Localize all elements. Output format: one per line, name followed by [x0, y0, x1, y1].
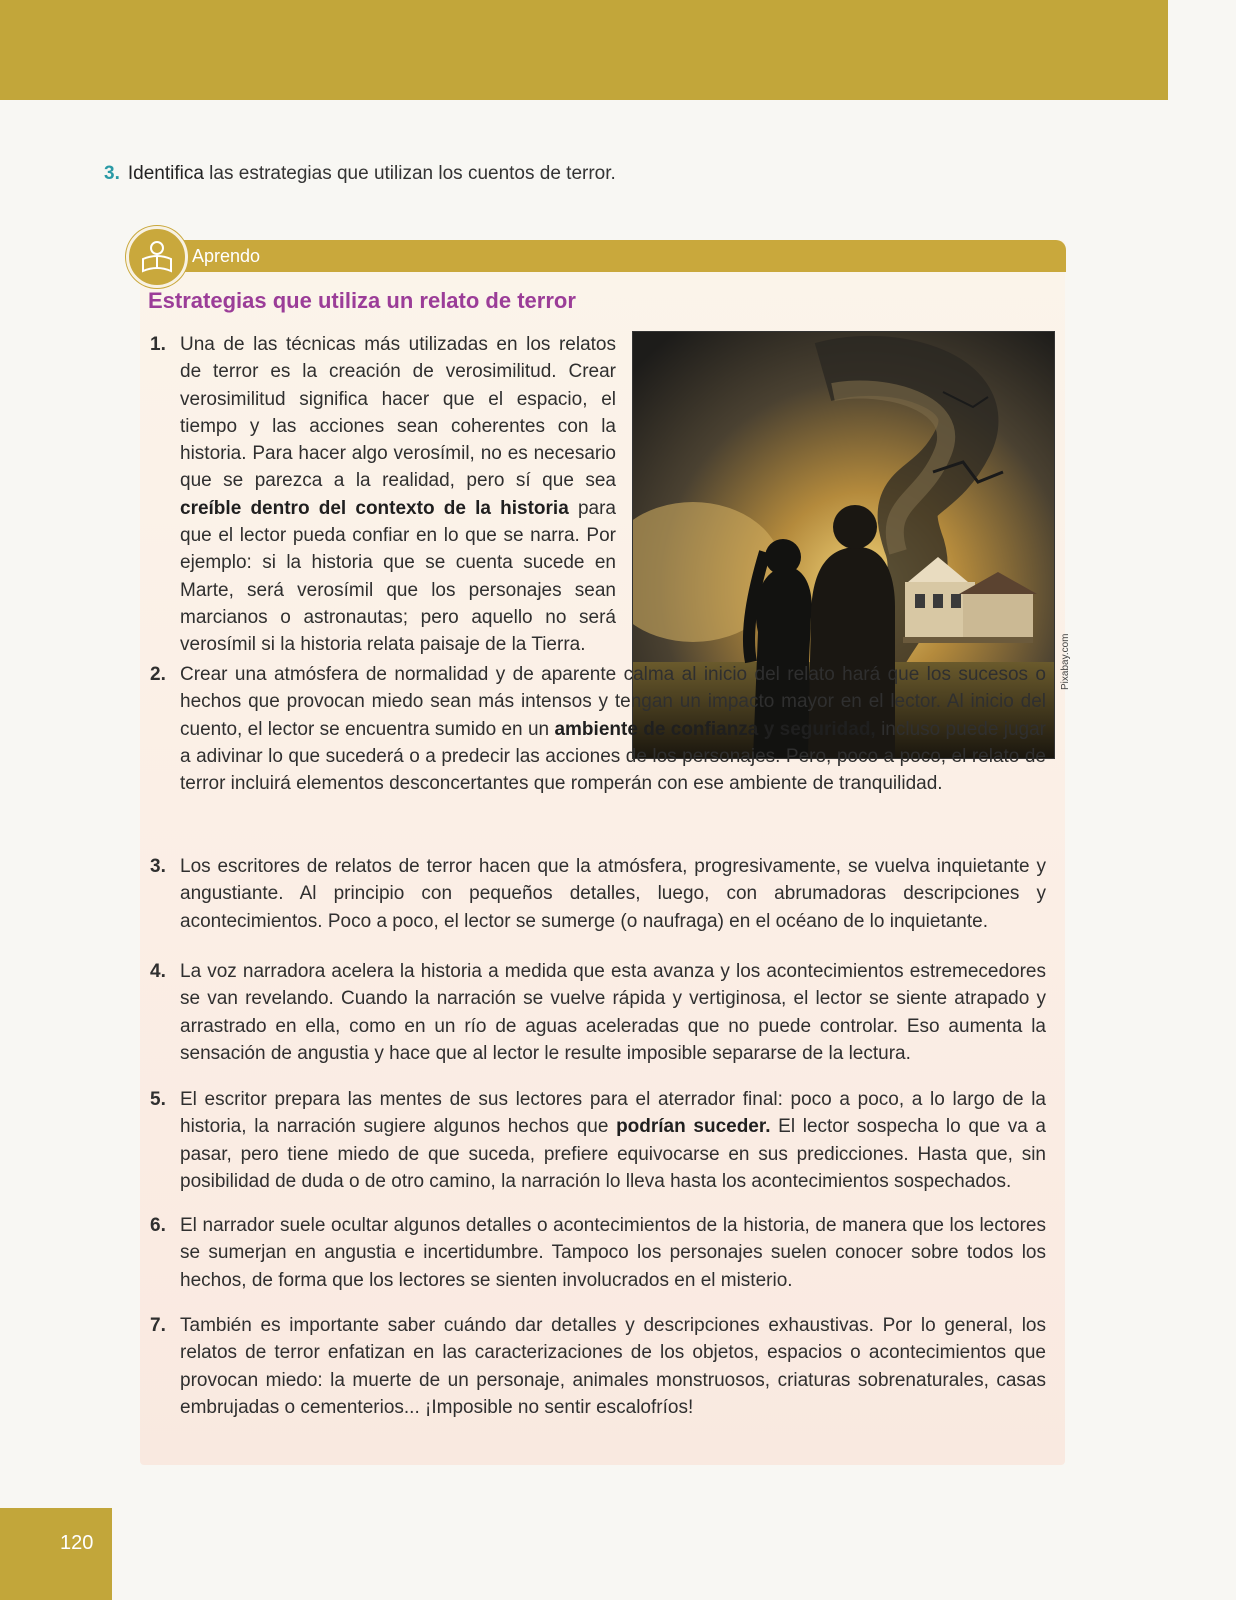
list-item [150, 331, 616, 659]
exercise-verb: Identifica [127, 163, 204, 184]
list-item [150, 853, 1046, 935]
list-item-text: Crear una atmósfera de normalidad y de aparente calma al inicio del relato hará que los sucesos o hechos que provocan miedo sean más intensos y tengan un impacto mayor en el lector. Al inicio del cuento, el lector se encuentra sumido en un ambiente de confianza y seguridad, incluso puede jugar a adivinar lo que sucederá o a predecir las acciones de los personajes. Pero, poco a poco, el relato de terror incluirá elementos desconcertantes que romperán con ese ambiente de tranquilidad. [180, 664, 1046, 795]
list-item-text: El escritor prepara las mentes de sus lectores para el aterrador final: poco a poco, a lo largo de la historia, la narración sugiere algunos hechos que podrían suceder. El lector sospecha lo que va a pasar, pero tiene miedo de que suceda, prefiere equivocarse en sus predicciones. Hasta que, sin posibilidad de duda o de otro camino, la narración lo lleva hasta los acontecimientos sospechados. [180, 1089, 1046, 1192]
list-item-number: 6. [150, 1215, 166, 1236]
top-color-band [0, 0, 1168, 100]
list-item-number: 3. [150, 856, 166, 877]
photo-credit: Pixabay.com [1060, 633, 1071, 690]
card-label: Aprendo [192, 246, 261, 266]
list-item-number: 5. [150, 1089, 166, 1110]
list-item-number: 7. [150, 1315, 166, 1336]
exercise-text: las estrategias que utilizan los cuentos de terror. [203, 163, 616, 184]
section-title: Estrategias que utiliza un relato de terror [148, 288, 576, 313]
list-item-text: Los escritores de relatos de terror hacen que la atmósfera, progresivamente, se vuelva inquietante y angustiante. Al principio con pequeños detalles, luego, con abrumadoras descripciones y acontecimientos. Poco a poco, el lector se sumerge (o naufraga) en el océano de lo inquietante. [180, 856, 1046, 932]
list-item [150, 1312, 1046, 1421]
list-item [150, 958, 1046, 1067]
list-item-text: Una de las técnicas más utilizadas en los relatos de terror es la creación de verosimilitud. Crear verosimilitud significa hacer que el espacio, el tiempo y las acciones sean coherentes con la historia. Para hacer algo verosímil, no es necesario que se parezca a la realidad, pero sí que sea creíble dentro del contexto de la historia para que el lector pueda confiar en lo que se narra. Por ejemplo: si la historia que se cuenta sucede en Marte, será verosímil que los personajes sean marcianos o astronautas; pero aquello no será verosímil si la historia relata paisaje de la Tierra. [180, 334, 616, 656]
card-header-bar [148, 240, 1066, 272]
list-item [150, 1086, 1046, 1195]
reader-icon [126, 226, 188, 288]
exercise-number: 3. [104, 163, 120, 184]
list-item-text: La voz narradora acelera la historia a medida que esta avanza y los acontecimientos estremecedores se van revelando. Cuando la narración se vuelve rápida y vertiginosa, el lector se siente atrapado y arrastrado en ella, como en un río de aguas aceleradas que no puede controlar. Eso aumenta la sensación de angustia y hace que al lector le resulte imposible separarse de la lectura. [180, 961, 1046, 1064]
list-item [150, 661, 1046, 797]
list-item-number: 1. [150, 334, 166, 355]
page-number: 120 [60, 1532, 94, 1554]
list-item [150, 1212, 1046, 1294]
page-number-box [0, 1508, 112, 1600]
list-item-text: El narrador suele ocultar algunos detalles o acontecimientos de la historia, de manera que los lectores se sumerjan en angustia e incertidumbre. Tampoco los personajes suelen conocer sobre todos los hechos, de forma que los lectores se sienten involucrados en el misterio. [180, 1215, 1046, 1291]
exercise-prompt [104, 163, 616, 185]
list-item-number: 2. [150, 664, 166, 685]
list-item-text: También es importante saber cuándo dar detalles y descripciones exhaustivas. Por lo general, los relatos de terror enfatizan en las caracterizaciones de los objetos, espacios o acontecimientos que provocan miedo: la muerte de un personaje, animales monstruosos, criaturas sobrenaturales, casas embrujadas o cementerios... ¡Imposible no sentir escalofríos! [180, 1315, 1046, 1418]
list-item-number: 4. [150, 961, 166, 982]
